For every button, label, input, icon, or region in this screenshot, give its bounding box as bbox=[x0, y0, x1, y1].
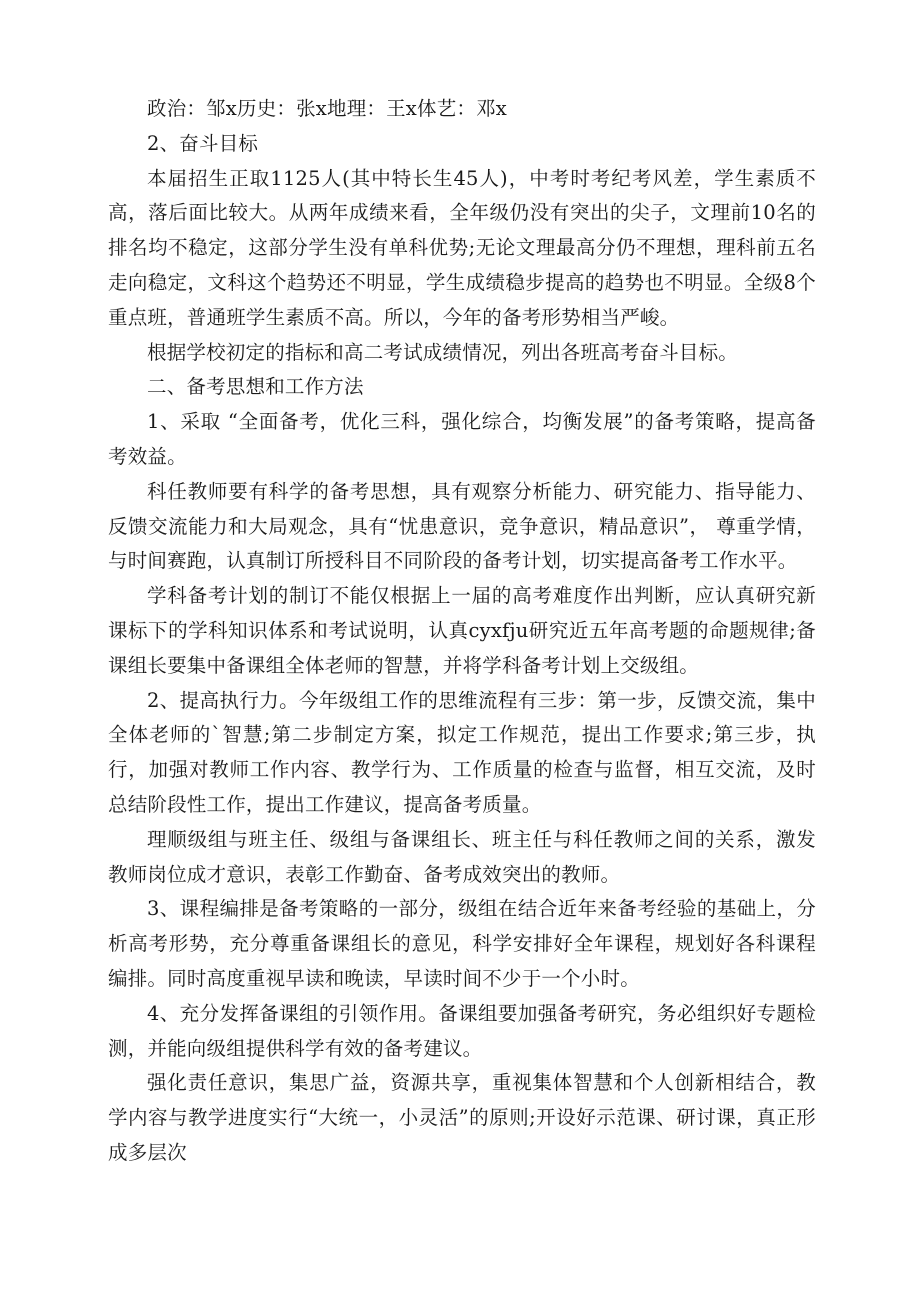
paragraph-subject-plan: 学科备考计划的制订不能仅根据上一届的高考难度作出判断，应认真研究新课标下的学科知识体系和考试说明，认真cyxfju研究近五年高考题的命题规律;备课组长要集中备课组全体老师的智慧，并将学科备考计划上交级组。 bbox=[108, 584, 816, 677]
heading-methods: 二、备考思想和工作方法 bbox=[147, 375, 364, 399]
paragraph-execution: 2、提高执行力。今年级组工作的思维流程有三步：第一步，反馈交流，集中全体老师的`智慧;第二步制定方案，拟定工作规范，提出工作要求;第三步，执行，加强对教师工作内容、教学行为、工作质量的检查与监督，相互交流，及时总结阶段性工作，提出工作建议，提高备考质量。 bbox=[108, 688, 816, 816]
paragraph-prep-groups: 4、充分发挥备课组的引领作用。备课组要加强备考研究，务必组织好专题检测，并能向级组提供科学有效的备考建议。 bbox=[108, 1001, 816, 1060]
paragraph-strategy: 1、采取 “全面备考，优化三科，强化综合，均衡发展”的备考策略，提高备考效益。 bbox=[108, 410, 816, 468]
paragraph-class-targets: 根据学校初定的指标和高二考试成绩情况，列出各班高考奋斗目标。 bbox=[147, 340, 739, 364]
paragraph-responsibility: 强化责任意识，集思广益，资源共享，重视集体智慧和个人创新相结合，教学内容与教学进度实行“大统一，小灵活”的原则;开设好示范课、研讨课，真正形成多层次 bbox=[108, 1071, 816, 1164]
paragraph-enrollment: 本届招生正取1125人(其中特长生45人)，中考时考纪考风差，学生素质不高，落后面比较大。从两年成绩来看，全年级仍没有突出的尖子，文理前10名的排名均不稳定，这部分学生没有单科优势;无论文理最高分仍不理想，理科前五名走向稳定，文科这个趋势还不明显，学生成绩稳步提高的趋势也不明显。全级8个重点班，普通班学生素质不高。所以，今年的备考形势相当严峻。 bbox=[108, 166, 816, 329]
paragraph-course-scheduling: 3、课程编排是备考策略的一部分，级组在结合近年来备考经验的基础上，分析高考形势，充分尊重备课组长的意见，科学安排好全年课程，规划好各科课程编排。同时高度重视早读和晚读，早读时间不少于一个小时。 bbox=[108, 897, 816, 990]
paragraph-relations: 理顺级组与班主任、级组与备课组长、班主任与科任教师之间的关系，激发教师岗位成才意识，表彰工作勤奋、备考成效突出的教师。 bbox=[108, 827, 816, 886]
paragraph-staff-list: 政治：邹x历史：张x地理：王x体艺：邓x bbox=[147, 97, 507, 120]
document-body bbox=[108, 92, 816, 1171]
heading-goals: 2、奋斗目标 bbox=[147, 131, 259, 155]
paragraph-teacher-thinking: 科任教师要有科学的备考思想，具有观察分析能力、研究能力、指导能力、反馈交流能力和大局观念，具有“忧患意识，竞争意识，精品意识”， 尊重学情，与时间赛跑，认真制订所授科目不同阶段的备考计划，切实提高备考工作水平。 bbox=[108, 479, 816, 573]
